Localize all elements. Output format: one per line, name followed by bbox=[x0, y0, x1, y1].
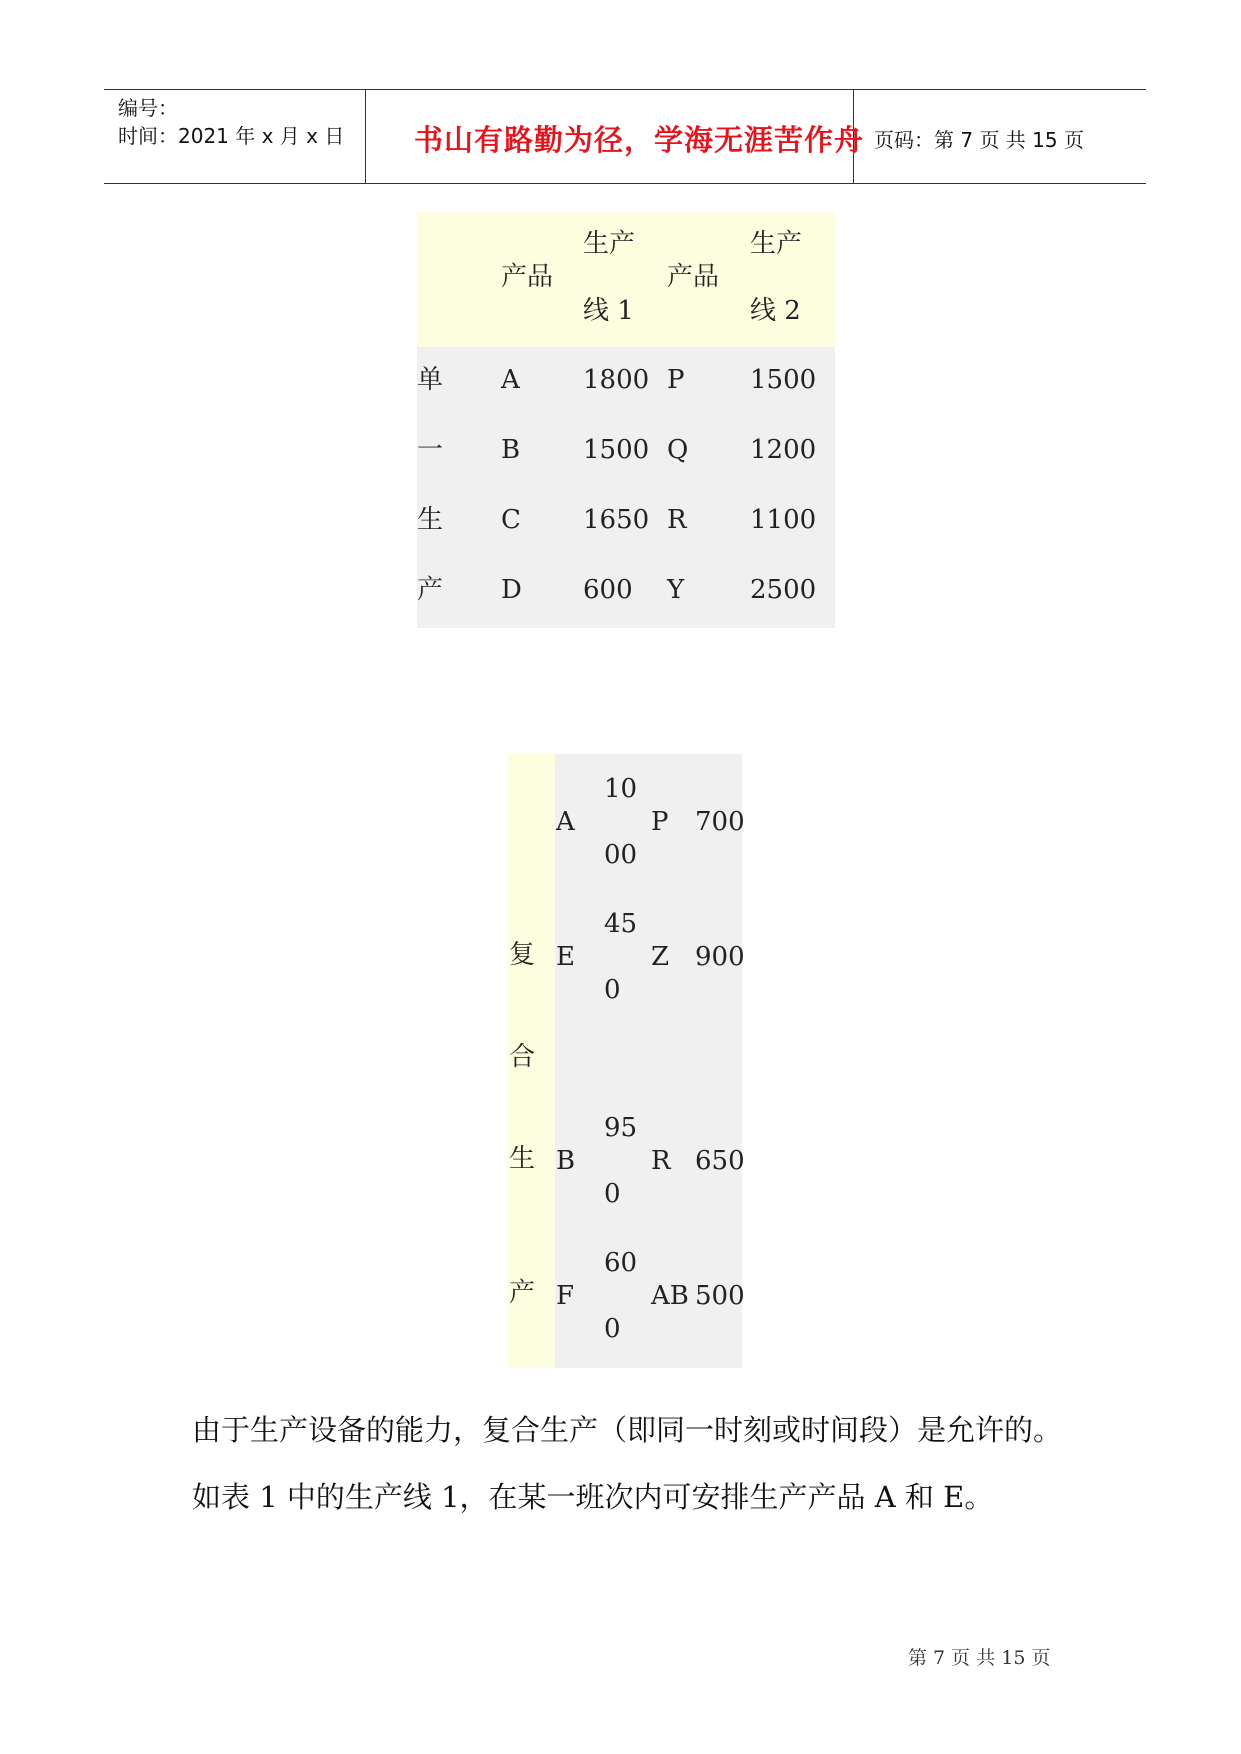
table-cell: P bbox=[651, 807, 669, 837]
table-cell: 0 bbox=[604, 975, 621, 1005]
table-cell: A bbox=[556, 807, 575, 837]
table-cell: 0 bbox=[604, 1314, 621, 1344]
side-label-char: 一 bbox=[417, 435, 444, 465]
table-cell: R bbox=[651, 1146, 671, 1176]
table-cell: B bbox=[556, 1146, 576, 1176]
body-paragraph: 如表 1 中的生产线 1，在某一班次内可安排生产产品 A 和 E。 bbox=[192, 1480, 994, 1514]
table-cell: 1500 bbox=[583, 435, 650, 465]
composite-production-table bbox=[508, 754, 745, 1368]
table-cell: D bbox=[501, 575, 522, 605]
header-line2-bottom: 线 2 bbox=[750, 296, 801, 326]
header-product-1: 产品 bbox=[501, 262, 554, 292]
single-production-table bbox=[417, 212, 835, 628]
header-line1-bottom: 线 1 bbox=[583, 296, 634, 326]
table-cell: E bbox=[556, 942, 575, 972]
table-cell: 1650 bbox=[583, 505, 650, 535]
side-label-char: 单 bbox=[417, 365, 444, 395]
table-cell: 10 bbox=[604, 774, 638, 804]
side-label-char: 合 bbox=[509, 1042, 536, 1072]
table-body bbox=[555, 754, 745, 1368]
header-meta bbox=[118, 94, 344, 150]
side-label-char: 生 bbox=[509, 1144, 536, 1174]
doc-time-label: 时间：2021 年 x 月 x 日 bbox=[118, 124, 345, 148]
header-motto: 书山有路勤为径，学海无涯苦作舟 bbox=[413, 123, 864, 157]
table-cell: Z bbox=[651, 942, 670, 972]
table-cell: 1200 bbox=[750, 435, 817, 465]
table-cell: R bbox=[667, 505, 687, 535]
table-cell: C bbox=[501, 505, 521, 535]
table-cell: 700 bbox=[695, 807, 745, 837]
table-cell: 1500 bbox=[750, 365, 817, 395]
header-line2-top: 生产 bbox=[750, 229, 803, 259]
table-cell: A bbox=[501, 365, 520, 395]
table-cell: 500 bbox=[695, 1281, 745, 1311]
side-label-char: 生 bbox=[417, 505, 444, 535]
table-cell: B bbox=[501, 435, 521, 465]
doc-number-label: 编号： bbox=[118, 96, 178, 120]
table-cell: 0 bbox=[604, 1179, 621, 1209]
header-product-2: 产品 bbox=[667, 262, 720, 292]
table-cell: 60 bbox=[604, 1248, 638, 1278]
side-label-char: 产 bbox=[417, 575, 444, 605]
table-cell: 00 bbox=[604, 840, 638, 870]
table-cell: 95 bbox=[604, 1113, 638, 1143]
table-cell: Q bbox=[667, 435, 689, 465]
side-label-column bbox=[508, 754, 555, 1368]
table-cell: 1800 bbox=[583, 365, 650, 395]
side-label-char: 复 bbox=[509, 940, 536, 970]
header-page-info: 页码：第 7 页 共 15 页 bbox=[874, 128, 1084, 152]
page-header bbox=[104, 89, 1146, 184]
header-divider bbox=[365, 90, 366, 183]
table-cell: 45 bbox=[604, 909, 638, 939]
side-label-char: 产 bbox=[509, 1278, 536, 1308]
table-cell: 1100 bbox=[750, 505, 817, 535]
table-cell: 650 bbox=[695, 1146, 745, 1176]
table-body bbox=[417, 347, 835, 628]
table-header bbox=[417, 212, 835, 347]
page-footer: 第 7 页 共 15 页 bbox=[908, 1647, 1051, 1669]
table-cell: F bbox=[556, 1281, 575, 1311]
header-line1-top: 生产 bbox=[583, 229, 636, 259]
table-cell: Y bbox=[667, 575, 685, 605]
body-paragraph: 由于生产设备的能力，复合生产（即同一时刻或时间段）是允许的。 bbox=[192, 1413, 1063, 1447]
table-cell: 900 bbox=[695, 942, 745, 972]
table-cell: P bbox=[667, 365, 685, 395]
table-cell: 600 bbox=[583, 575, 633, 605]
table-cell: AB bbox=[651, 1281, 689, 1311]
table-cell: 2500 bbox=[750, 575, 817, 605]
